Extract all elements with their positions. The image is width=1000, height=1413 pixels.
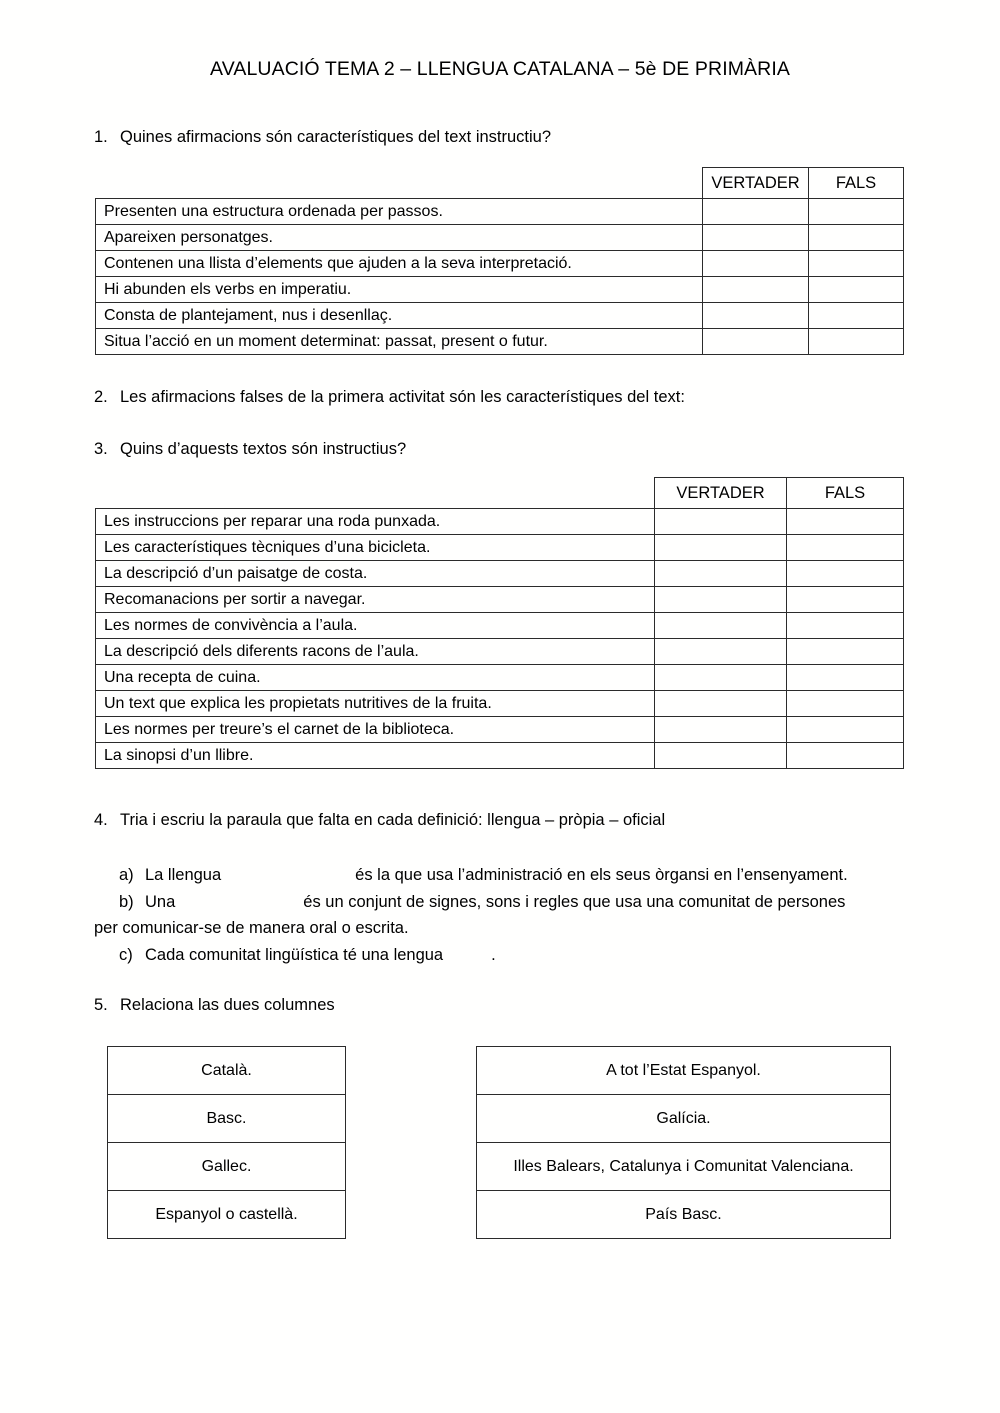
- table-1-header-vertader: VERTADER: [703, 168, 809, 199]
- table-row: [96, 329, 904, 355]
- question-5-text: Relaciona las dues columnes: [120, 996, 335, 1014]
- question-4-item-a: [119, 862, 848, 889]
- table-1-header-row: [96, 168, 904, 199]
- statement-cell: Les instruccions per reparar una roda punxada.: [96, 509, 655, 535]
- question-5: [94, 996, 335, 1015]
- question-4-text: Tria i escriu la paraula que falta en cada definició: llengua – pròpia – oficial: [120, 811, 666, 829]
- fals-checkbox-cell[interactable]: [787, 717, 904, 743]
- table-row: [96, 691, 904, 717]
- question-4-continuation-text: per comunicar-se de manera oral o escrita.: [94, 919, 409, 937]
- statement-cell: Una recepta de cuina.: [96, 665, 655, 691]
- statement-cell: Hi abunden els verbs en imperatiu.: [96, 277, 703, 303]
- question-4-continuation: [94, 915, 848, 942]
- fals-checkbox-cell[interactable]: [787, 665, 904, 691]
- table-row: [96, 277, 904, 303]
- question-1-text: Quines afirmacions són característiques del text instructiu?: [120, 128, 552, 146]
- table-row: [96, 509, 904, 535]
- vertader-checkbox-cell[interactable]: [703, 329, 809, 355]
- question-4-item-c: [119, 942, 848, 969]
- vertader-checkbox-cell[interactable]: [655, 691, 787, 717]
- table-row: [96, 303, 904, 329]
- fals-checkbox-cell[interactable]: [809, 225, 904, 251]
- vertader-checkbox-cell[interactable]: [703, 277, 809, 303]
- match-row: [108, 1047, 346, 1095]
- vertader-checkbox-cell[interactable]: [655, 717, 787, 743]
- question-4-number: 4.: [94, 811, 108, 829]
- match-item-right[interactable]: Illes Balears, Catalunya i Comunitat Valenciana.: [477, 1143, 891, 1191]
- vertader-checkbox-cell[interactable]: [655, 561, 787, 587]
- table-row: [96, 199, 904, 225]
- statement-cell: La descripció d’un paisatge de costa.: [96, 561, 655, 587]
- statement-cell: Un text que explica les propietats nutritives de la fruita.: [96, 691, 655, 717]
- table-row: [96, 639, 904, 665]
- true-false-table-2: [95, 477, 904, 769]
- table-row: [96, 665, 904, 691]
- fals-checkbox-cell[interactable]: [809, 329, 904, 355]
- fals-checkbox-cell[interactable]: [787, 587, 904, 613]
- match-item-left[interactable]: Basc.: [108, 1095, 346, 1143]
- table-2-header-vertader: VERTADER: [655, 478, 787, 509]
- table-row: [96, 535, 904, 561]
- question-3-number: 3.: [94, 440, 108, 458]
- fals-checkbox-cell[interactable]: [787, 561, 904, 587]
- question-4-item-b: [119, 889, 848, 916]
- question-4-item-b-after: és un conjunt de signes, sons i regles que usa una comunitat de persones: [303, 892, 846, 911]
- match-row: [108, 1143, 346, 1191]
- match-item-right[interactable]: País Basc.: [477, 1191, 891, 1239]
- question-1: [94, 128, 551, 147]
- fals-checkbox-cell[interactable]: [809, 303, 904, 329]
- fals-checkbox-cell[interactable]: [787, 639, 904, 665]
- match-column-right: [476, 1046, 891, 1239]
- statement-cell: Contenen una llista d’elements que ajuden a la seva interpretació.: [96, 251, 703, 277]
- match-row: [477, 1047, 891, 1095]
- question-4-item-a-after: és la que usa l’administració en els seus òrgansi en l’ensenyament.: [355, 866, 848, 884]
- fals-checkbox-cell[interactable]: [809, 277, 904, 303]
- table-row: [96, 613, 904, 639]
- match-item-right[interactable]: A tot l’Estat Espanyol.: [477, 1047, 891, 1095]
- statement-cell: Presenten una estructura ordenada per passos.: [96, 199, 703, 225]
- fals-checkbox-cell[interactable]: [787, 691, 904, 717]
- vertader-checkbox-cell[interactable]: [655, 665, 787, 691]
- statement-cell: La descripció dels diferents racons de l’aula.: [96, 639, 655, 665]
- question-4-item-c-label: c): [119, 945, 133, 964]
- vertader-checkbox-cell[interactable]: [655, 509, 787, 535]
- question-2-number: 2.: [94, 388, 108, 406]
- statement-cell: Recomanacions per sortir a navegar.: [96, 587, 655, 613]
- fals-checkbox-cell[interactable]: [809, 199, 904, 225]
- statement-cell: La sinopsi d’un llibre.: [96, 743, 655, 769]
- match-column-left: [107, 1046, 346, 1239]
- vertader-checkbox-cell[interactable]: [703, 251, 809, 277]
- question-2: [94, 388, 685, 407]
- table-2-header-blank: [96, 478, 655, 509]
- table-2-header-row: [96, 478, 904, 509]
- match-item-left[interactable]: Català.: [108, 1047, 346, 1095]
- question-4-items: [94, 862, 848, 968]
- match-row: [477, 1095, 891, 1143]
- table-row: [96, 587, 904, 613]
- table-1-header-blank: [96, 168, 703, 199]
- fals-checkbox-cell[interactable]: [787, 613, 904, 639]
- question-4-item-b-before: Una: [145, 892, 176, 911]
- statement-cell: Situa l’acció en un moment determinat: passat, present o futur.: [96, 329, 703, 355]
- table-1-header-fals: FALS: [809, 168, 904, 199]
- match-item-right[interactable]: Galícia.: [477, 1095, 891, 1143]
- question-2-text: Les afirmacions falses de la primera activitat són les característiques del text:: [120, 388, 685, 406]
- vertader-checkbox-cell[interactable]: [703, 225, 809, 251]
- match-row: [108, 1095, 346, 1143]
- vertader-checkbox-cell[interactable]: [655, 743, 787, 769]
- vertader-checkbox-cell[interactable]: [703, 199, 809, 225]
- question-4-item-c-after: .: [491, 945, 496, 964]
- question-5-number: 5.: [94, 996, 108, 1014]
- fals-checkbox-cell[interactable]: [787, 743, 904, 769]
- true-false-table-1: [95, 167, 904, 355]
- question-1-number: 1.: [94, 128, 108, 146]
- fals-checkbox-cell[interactable]: [787, 535, 904, 561]
- page-title: AVALUACIÓ TEMA 2 – LLENGUA CATALANA – 5è DE PRIMÀRIA: [210, 58, 790, 80]
- match-row: [477, 1143, 891, 1191]
- match-row: [108, 1191, 346, 1239]
- match-item-left[interactable]: Gallec.: [108, 1143, 346, 1191]
- fals-checkbox-cell[interactable]: [809, 251, 904, 277]
- vertader-checkbox-cell[interactable]: [655, 639, 787, 665]
- statement-cell: Les característiques tècniques d’una bicicleta.: [96, 535, 655, 561]
- table-row: [96, 225, 904, 251]
- question-4-item-a-before: La llengua: [145, 866, 222, 884]
- question-4-item-c-before: Cada comunitat lingüística té una lengua: [145, 945, 444, 964]
- table-row: [96, 561, 904, 587]
- table-2-header-fals: FALS: [787, 478, 904, 509]
- vertader-checkbox-cell[interactable]: [703, 303, 809, 329]
- table-row: [96, 251, 904, 277]
- question-3: [94, 440, 406, 459]
- table-row: [96, 717, 904, 743]
- vertader-checkbox-cell[interactable]: [655, 587, 787, 613]
- fals-checkbox-cell[interactable]: [787, 509, 904, 535]
- vertader-checkbox-cell[interactable]: [655, 613, 787, 639]
- table-row: [96, 743, 904, 769]
- statement-cell: Apareixen personatges.: [96, 225, 703, 251]
- vertader-checkbox-cell[interactable]: [655, 535, 787, 561]
- statement-cell: Consta de plantejament, nus i desenllaç.: [96, 303, 703, 329]
- question-4: [94, 811, 665, 830]
- match-item-left[interactable]: Espanyol o castellà.: [108, 1191, 346, 1239]
- question-4-item-b-label: b): [119, 892, 134, 911]
- question-4-item-a-label: a): [119, 866, 134, 884]
- statement-cell: Les normes de convivència a l’aula.: [96, 613, 655, 639]
- match-row: [477, 1191, 891, 1239]
- question-3-text: Quins d’aquests textos són instructius?: [120, 440, 407, 458]
- statement-cell: Les normes per treure’s el carnet de la biblioteca.: [96, 717, 655, 743]
